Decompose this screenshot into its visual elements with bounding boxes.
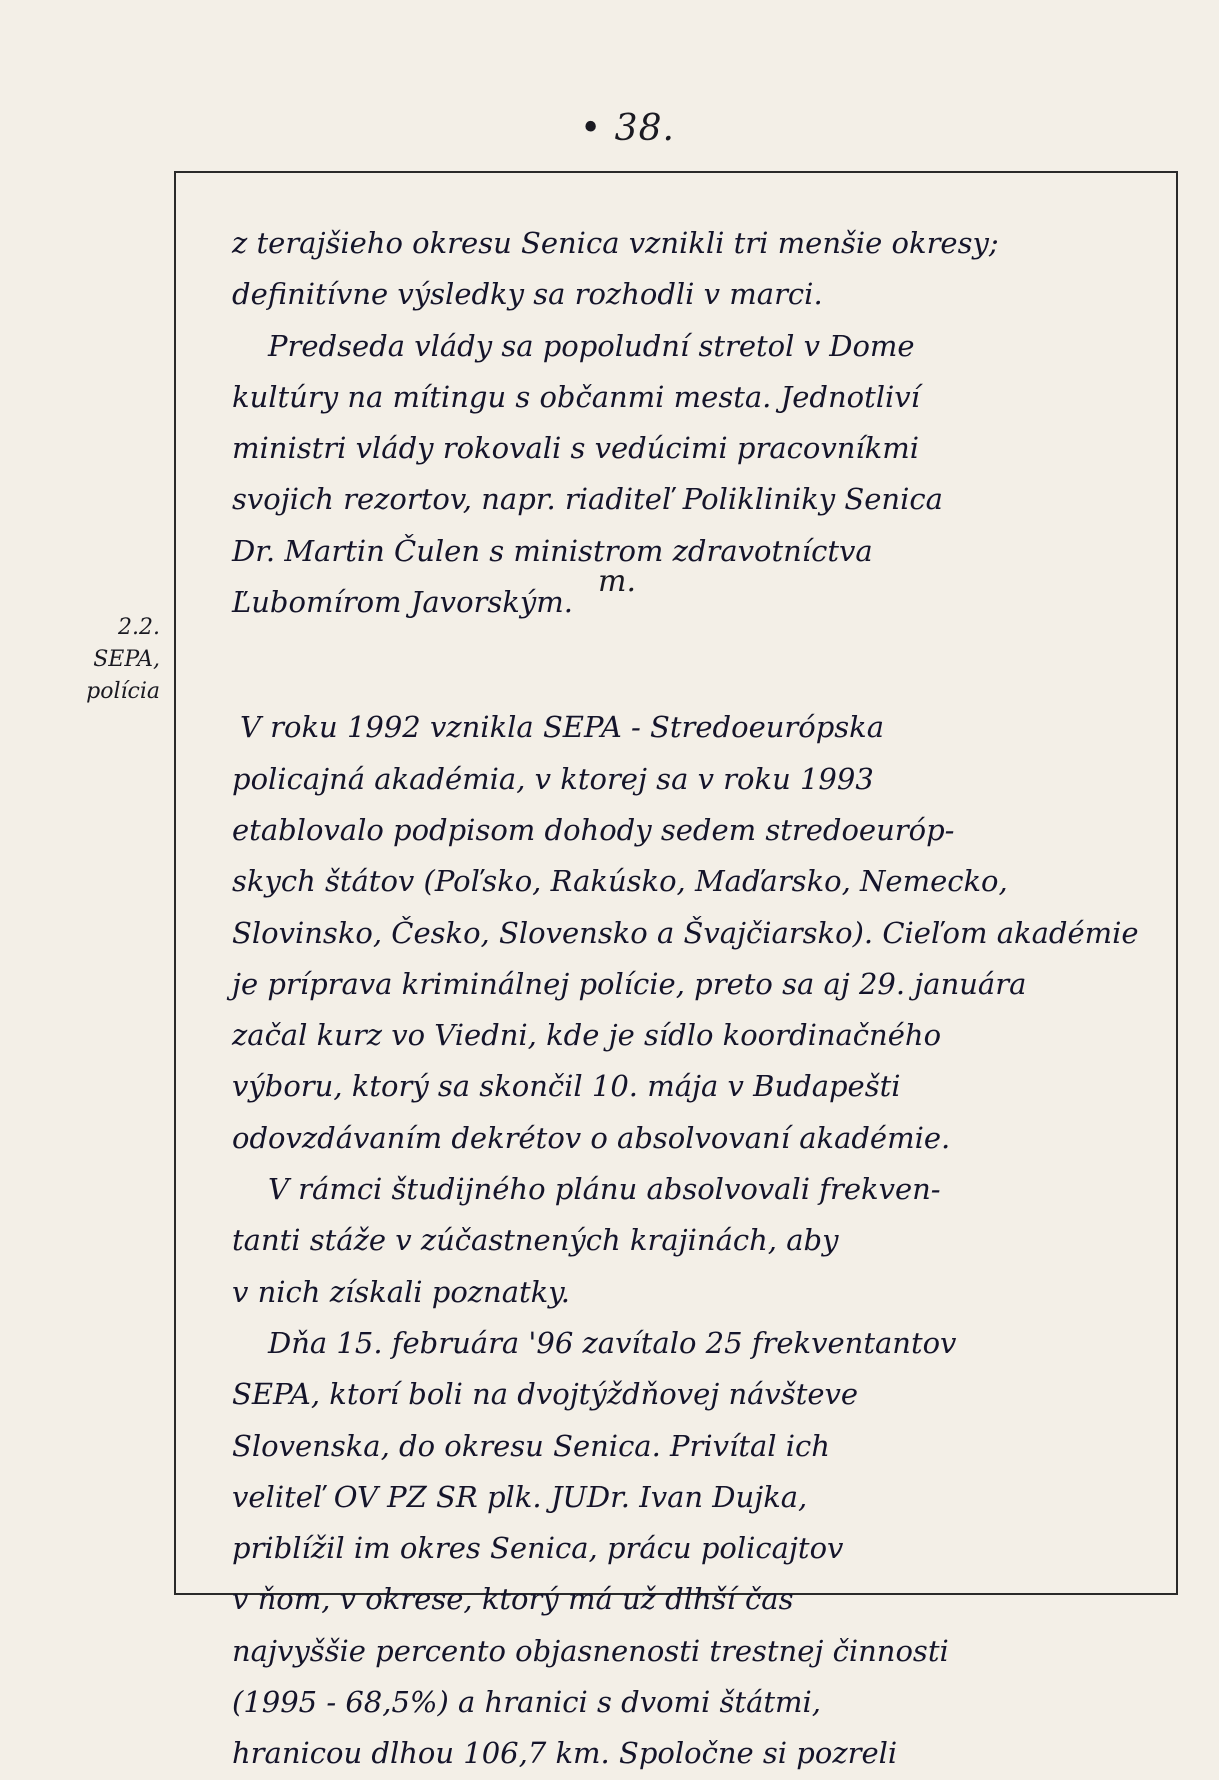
text-line: svojich rezortov, napr. riaditeľ Polikliniky Senica	[232, 482, 943, 517]
margin-note	[50, 612, 160, 708]
text-line: kultúry na mítingu s občanmi mesta. Jednotliví	[232, 379, 920, 414]
text-line: etablovalo podpisom dohody sedem stredoeuróp-	[232, 812, 955, 847]
text-line: tanti stáže v zúčastnených krajinách, aby	[232, 1223, 839, 1258]
text-line: v nich získali poznatky.	[232, 1274, 571, 1309]
text-line: Predseda vlády sa popoludní stretol v Dome	[268, 328, 915, 363]
text-line: v ňom, v okrese, ktorý má už dlhší čas	[232, 1582, 794, 1617]
text-line: SEPA, ktorí boli na dvojtýždňovej návšteve	[232, 1377, 859, 1412]
paragraph-1	[232, 218, 1132, 628]
paragraph-gap	[232, 628, 1132, 702]
text-line: Ľubomírom Javorským.	[232, 585, 573, 620]
text-line: výboru, ktorý sa skončil 10. mája v Budapešti	[232, 1069, 901, 1104]
text-line: policajná akadémia, v ktorej sa v roku 1993	[232, 761, 874, 796]
text-line: je príprava kriminálnej polície, preto sa aj 29. januára	[232, 966, 1027, 1001]
margin-note-line2: polícia	[86, 679, 160, 704]
text-line: najvyššie percento objasnenosti trestnej činnosti	[232, 1633, 949, 1668]
text-line: Slovenska, do okresu Senica. Privítal ich	[232, 1428, 830, 1463]
text-line: hranicou dlhou 106,7 km. Spoločne si pozreli	[232, 1736, 898, 1771]
text-line: (1995 - 68,5%) a hranici s dvomi štátmi,	[232, 1685, 822, 1720]
text-line: začal kurz vo Viedni, kde je sídlo koordinačného	[232, 1018, 942, 1053]
text-line: z terajšieho okresu Senica vznikli tri menšie okresy;	[232, 226, 999, 260]
margin-note-line1: SEPA,	[93, 647, 160, 672]
text-line: Dňa 15. februára '96 zavítalo 25 frekventantov	[268, 1325, 957, 1360]
paragraph-2	[232, 702, 1139, 1779]
text-line: skych štátov (Poľsko, Rakúsko, Maďarsko, Nemecko,	[232, 864, 1008, 899]
margin-note-number: 2.2.	[118, 615, 160, 640]
text-line: V rámci študijného plánu absolvovali frekven-	[268, 1172, 941, 1207]
section-mark: m.	[598, 564, 636, 599]
text-line: Slovinsko, Česko, Slovensko a Švajčiarsko). Cieľom akadémie	[232, 915, 1139, 950]
text-line: priblížil im okres Senica, prácu policajtov	[232, 1531, 844, 1566]
handwritten-text-body	[232, 218, 1139, 1780]
text-line: V roku 1992 vznikla SEPA - Stredoeurópska	[240, 710, 885, 745]
text-line: Dr. Martin Čulen s ministrom zdravotníctva	[232, 533, 873, 568]
page-number: • 38.	[580, 108, 675, 149]
text-line: odovzdávaním dekrétov o absolvovaní akadémie.	[232, 1120, 951, 1155]
text-line: definitívne výsledky sa rozhodli v marci.	[232, 277, 823, 312]
text-line: ministri vlády rokovali s vedúcimi pracovníkmi	[232, 431, 920, 466]
text-line: veliteľ OV PZ SR plk. JUDr. Ivan Dujka,	[232, 1479, 808, 1514]
